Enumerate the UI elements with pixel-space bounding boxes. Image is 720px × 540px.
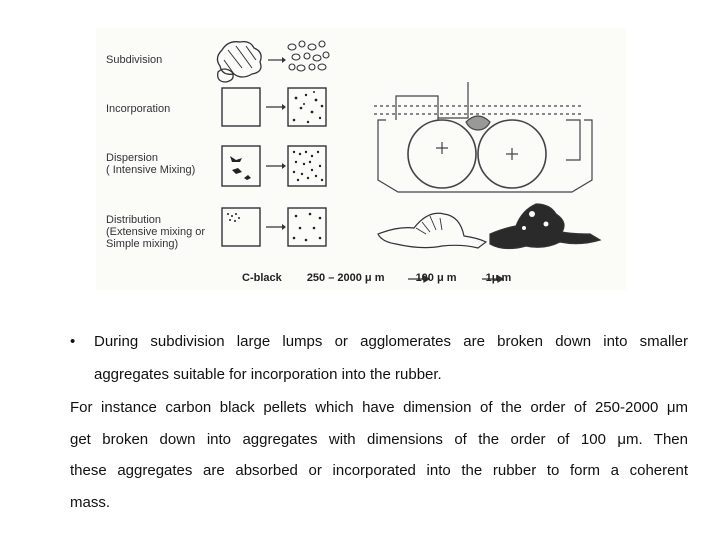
flow-size-3: 1μ m	[485, 272, 512, 284]
label-subdivision: Subdivision	[106, 54, 163, 66]
paragraph-line-4: mass.	[70, 494, 111, 511]
label-dispersion: Dispersion ( Intensive Mixing)	[106, 152, 196, 176]
label-incorporation: Incorporation	[106, 103, 171, 115]
label-distribution: Distribution (Extensive mixing or Simple mixing)	[106, 214, 206, 250]
flow-size-1: 250 – 2000 μ m	[306, 272, 385, 284]
flow-size-2: 100 μ m	[415, 272, 457, 284]
paragraph-line-1: For instance carbon black pellets which have dimension of the order of 250-2000 μm	[70, 399, 688, 416]
paragraph-line-3: these aggregates are absorbed or incorporated into the rubber to form a coherent	[70, 462, 688, 479]
flow-c-black: C-black	[242, 272, 282, 284]
subdivision-pieces	[288, 41, 329, 71]
mixing-stages-figure	[96, 28, 626, 290]
subdivision-lump	[217, 42, 261, 82]
bullet-line-1: During subdivision large lumps or agglomerates are broken down into smaller	[94, 333, 688, 350]
paragraph-line-2: get broken down into aggregates with dimensions of the order of 100 μm. Then	[70, 431, 688, 448]
dispersion-box-before	[222, 146, 260, 186]
bullet-line-2: aggregates suitable for incorporation into the rubber.	[94, 366, 442, 383]
size-flow-label	[242, 272, 511, 284]
internal-mixer	[374, 82, 592, 192]
bullet-marker: •	[70, 333, 76, 350]
rubber-mass-sketch	[378, 204, 600, 249]
incorporation-box-before	[222, 88, 260, 126]
